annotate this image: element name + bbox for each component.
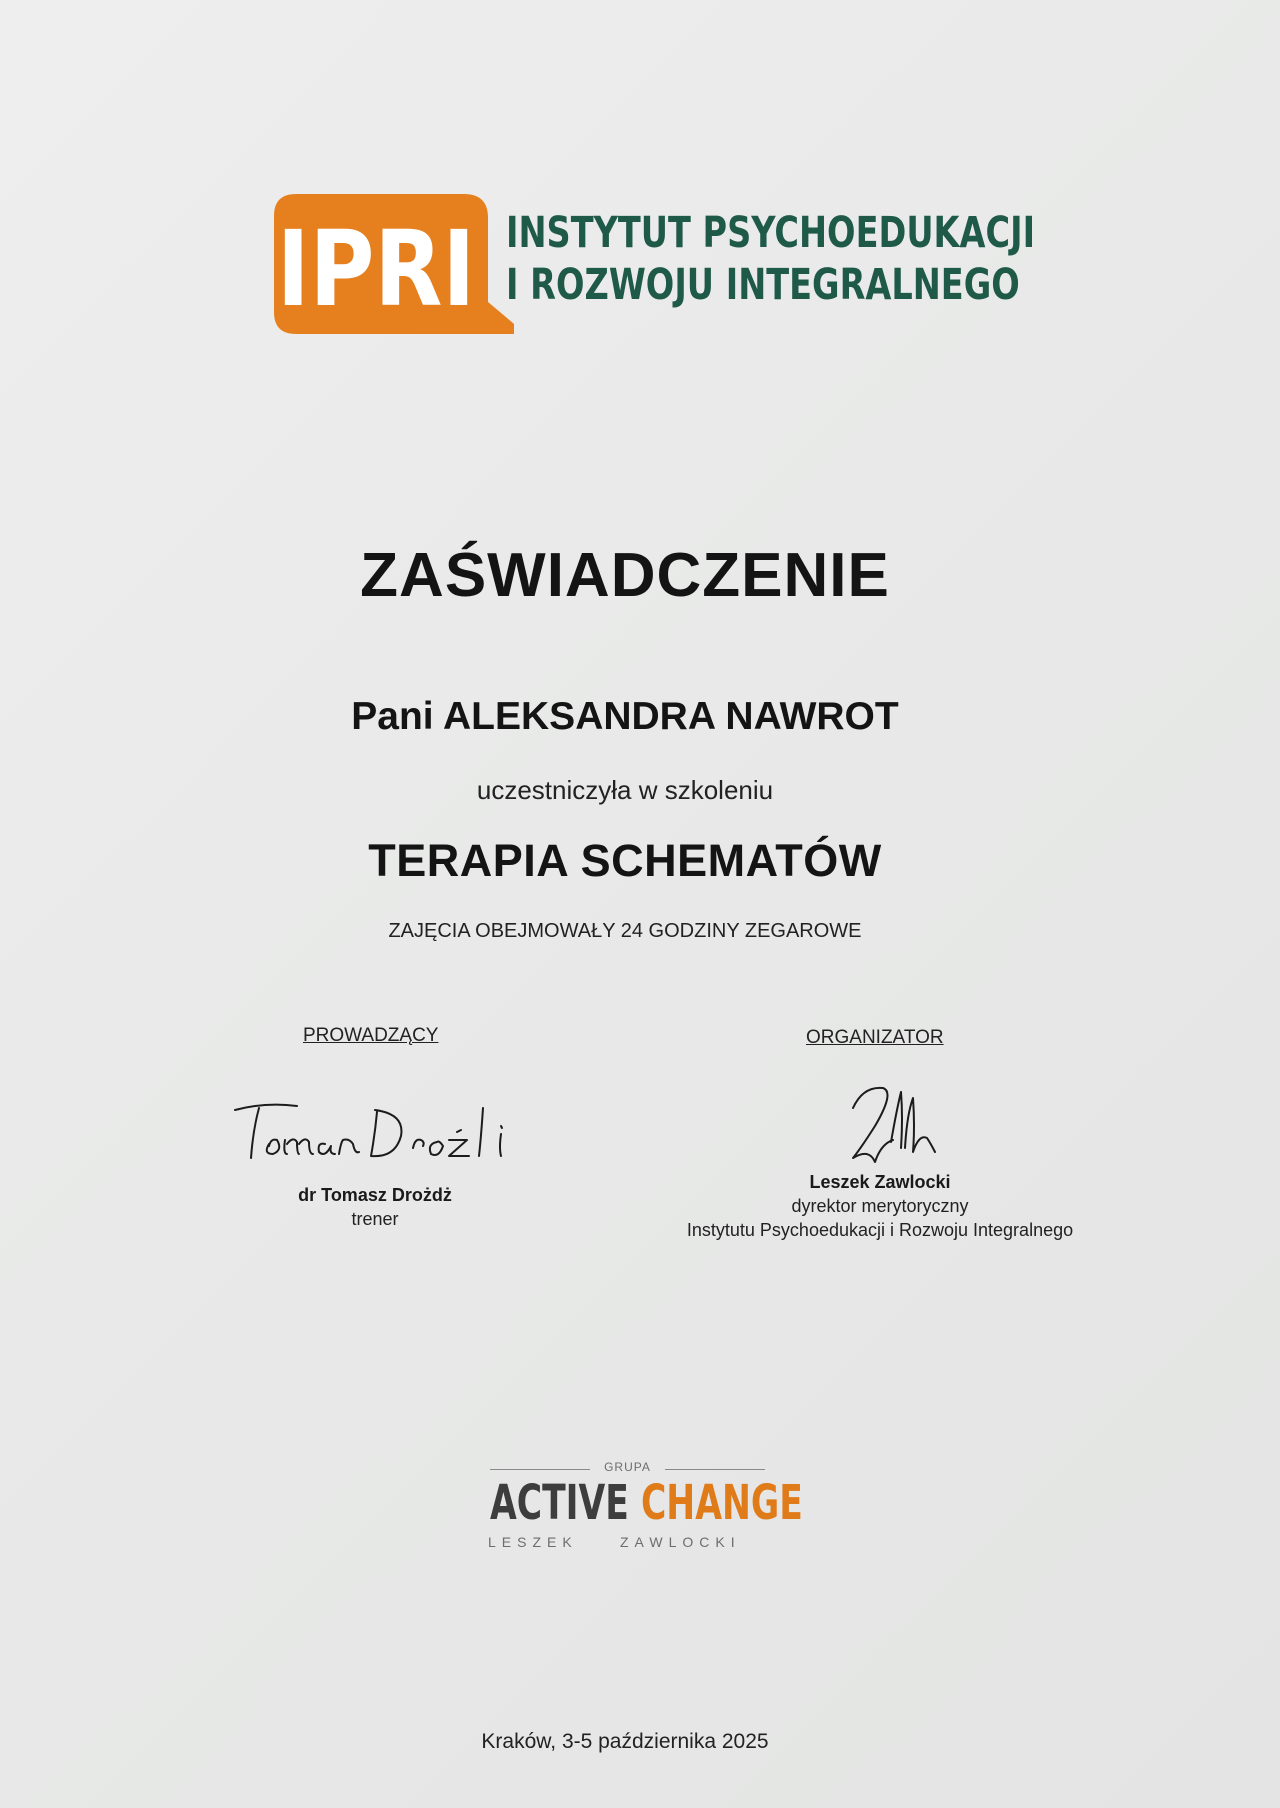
course-hours: ZAJĘCIA OBEJMOWAŁY 24 GODZINY ZEGAROWE xyxy=(388,920,862,942)
institute-name-line1: INSTYTUT PSYCHOEDUKACJI xyxy=(506,208,1036,258)
logo-change-text: CHANGE xyxy=(640,1475,803,1531)
organizer-role: dyrektor merytoryczny xyxy=(791,1196,969,1216)
institute-name-line2: I ROZWOJU INTEGRALNEGO xyxy=(506,260,1020,310)
lead-label: PROWADZĄCY xyxy=(303,1025,439,1046)
organizer-label: ORGANIZATOR xyxy=(806,1027,944,1048)
participation-text: uczestniczyła w szkoleniu xyxy=(476,775,774,805)
certificate-title: ZAŚWIADCZENIE xyxy=(360,541,890,610)
logo-active-text: ACTIVE xyxy=(490,1475,629,1531)
organizer-institution: Instytutu Psychoedukacji i Rozwoju Integralnego xyxy=(686,1220,1074,1240)
organizer-signature xyxy=(845,1078,965,1168)
logo-wordmark xyxy=(490,1475,803,1531)
logo-rule-right xyxy=(665,1469,765,1470)
lead-details xyxy=(215,1183,535,1231)
lead-signature xyxy=(225,1088,525,1168)
logo-grupa-label: GRUPA xyxy=(604,1460,651,1474)
recipient-name: Pani ALEKSANDRA NAWROT xyxy=(351,695,899,738)
place-and-date: Kraków, 3-5 października 2025 xyxy=(481,1730,769,1753)
ipri-logo xyxy=(274,190,1036,340)
logo-first-name: LESZEK xyxy=(488,1534,578,1550)
lead-role: trener xyxy=(351,1209,399,1229)
course-title: TERAPIA SCHEMATÓW xyxy=(368,835,882,886)
organizer-details xyxy=(640,1170,1120,1242)
logo-last-name: ZAWLOCKI xyxy=(620,1534,741,1550)
organizer-name: Leszek Zawlocki xyxy=(809,1172,951,1192)
ipri-speech-bubble-logo xyxy=(274,190,514,340)
lead-name: dr Tomasz Drożdż xyxy=(298,1185,452,1205)
ipri-logo-text: IPRI xyxy=(276,208,476,330)
active-change-logo xyxy=(480,1455,803,1555)
